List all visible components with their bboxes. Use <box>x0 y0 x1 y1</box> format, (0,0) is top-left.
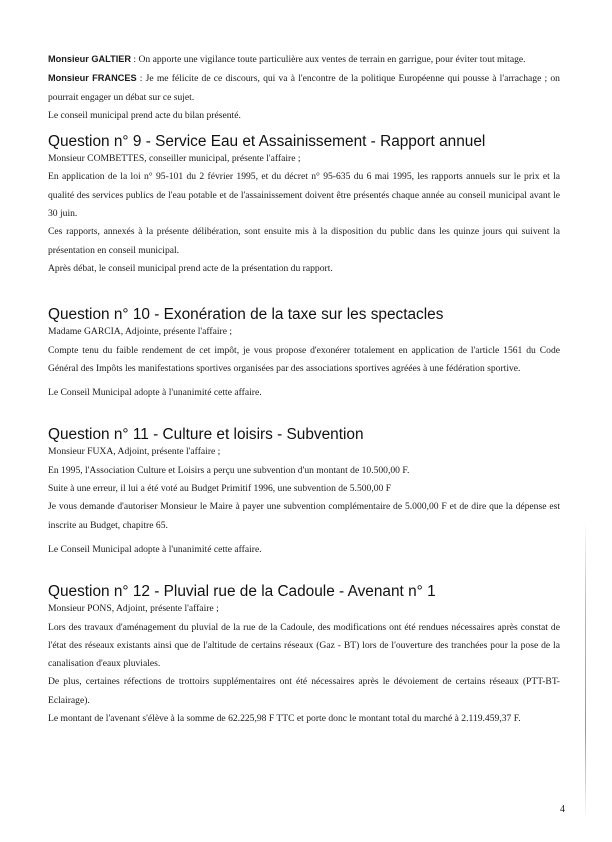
question-10-paragraph-1: Compte tenu du faible rendement de cet impôt, je vous propose d'exonérer totalement en application de l'article 1561 du Code Général des Impôts les manifestations sportives organisées par des associations sportives agréées à une fédération sportive. <box>48 344 560 374</box>
question-11-paragraph-2: Suite à une erreur, il lui a été voté au Budget Primitif 1996, une subvention de 5.500,00 F <box>48 483 392 495</box>
question-12-title: Question n° 12 - Pluvial rue de la Cadoule - Avenant n° 1 <box>48 583 436 601</box>
question-11-paragraph-1: En 1995, l'Association Culture et Loisirs a perçu une subvention d'un montant de 10.500,00 F. <box>48 464 410 476</box>
question-9-paragraph-1: En application de la loi n° 95-101 du 2 février 1995, et du décret n° 95-635 du 6 mai 1995, les rapports annuels sur le prix et la qualité des services publics de l'eau potable et de l'assainissement doivent être présentés chaque année au conseil municipal avant le 30 juin. <box>48 171 560 220</box>
page-content <box>48 50 560 728</box>
question-11-paragraph-3: Je vous demande d'autoriser Monsieur le Maire à payer une subvention complémentaire de 5.000,00 F et de dire que la dépense est inscrite au Budget, chapitre 65. <box>48 501 560 531</box>
page-number: 4 <box>560 804 565 815</box>
galtier-statement <box>48 50 560 69</box>
question-11-conclusion: Le Conseil Municipal adopte à l'unanimité cette affaire. <box>48 543 262 555</box>
question-12-paragraph-2: De plus, certaines réfections de trottoirs supplémentaires ont été nécessaires après le dévoiement de certains réseaux (PTT-BT-Eclairage). <box>48 676 560 706</box>
question-10-presenter: Madame GARCIA, Adjointe, présente l'affaire ; <box>48 326 233 338</box>
question-12-presenter: Monsieur PONS, Adjoint, présente l'affaire ; <box>48 603 219 615</box>
question-9-conclusion: Après débat, le conseil municipal prend acte de la présentation du rapport. <box>48 262 333 274</box>
speaker-frances: Monsieur FRANCES <box>48 73 137 84</box>
frances-statement <box>48 69 560 107</box>
galtier-text: : On apporte une vigilance toute particulière aux ventes de terrain en garrigue, pour éviter tout mitage. <box>131 54 526 65</box>
scan-edge-line <box>585 520 586 820</box>
question-9-presenter: Monsieur COMBETTES, conseiller municipal, présente l'affaire ; <box>48 153 301 165</box>
speaker-galtier: Monsieur GALTIER <box>48 54 132 64</box>
frances-text: : Je me félicite de ce discours, qui va à l'encontre de la politique Européenne qui pousse à l'arrachage ; on pourrait engager un débat sur ce sujet. <box>48 73 560 103</box>
question-10-conclusion: Le Conseil Municipal adopte à l'unanimité cette affaire. <box>48 387 262 399</box>
question-12-paragraph-3: Le montant de l'avenant s'élève à la somme de 62.225,98 F TTC et porte donc le montant total du marché à 2.119.459,37 F. <box>48 713 521 725</box>
question-11-presenter: Monsieur FUXA, Adjoint, présente l'affaire ; <box>48 446 221 458</box>
question-9-title: Question n° 9 - Service Eau et Assainissement - Rapport annuel <box>48 133 486 151</box>
question-11-title: Question n° 11 - Culture et loisirs - Subvention <box>48 426 364 444</box>
question-12-paragraph-1: Lors des travaux d'aménagement du pluvial de la rue de la Cadoule, des modifications ont été rendues nécessaires après constat de l'état des réseaux existants ainsi que de l'altitude de certains réseaux (Gaz - BT) lors de l'ouverture des tranchées pour la pose de la canalisation d'eaux pluviales. <box>48 621 560 670</box>
question-9-paragraph-2: Ces rapports, annexés à la présente délibération, sont ensuite mis à la disposition du public dans les quinze jours qui suivent la présentation en conseil municipal. <box>48 226 560 256</box>
question-10-title: Question n° 10 - Exonération de la taxe sur les spectacles <box>48 306 444 324</box>
intro-conclusion: Le conseil municipal prend acte du bilan présenté. <box>48 109 241 121</box>
